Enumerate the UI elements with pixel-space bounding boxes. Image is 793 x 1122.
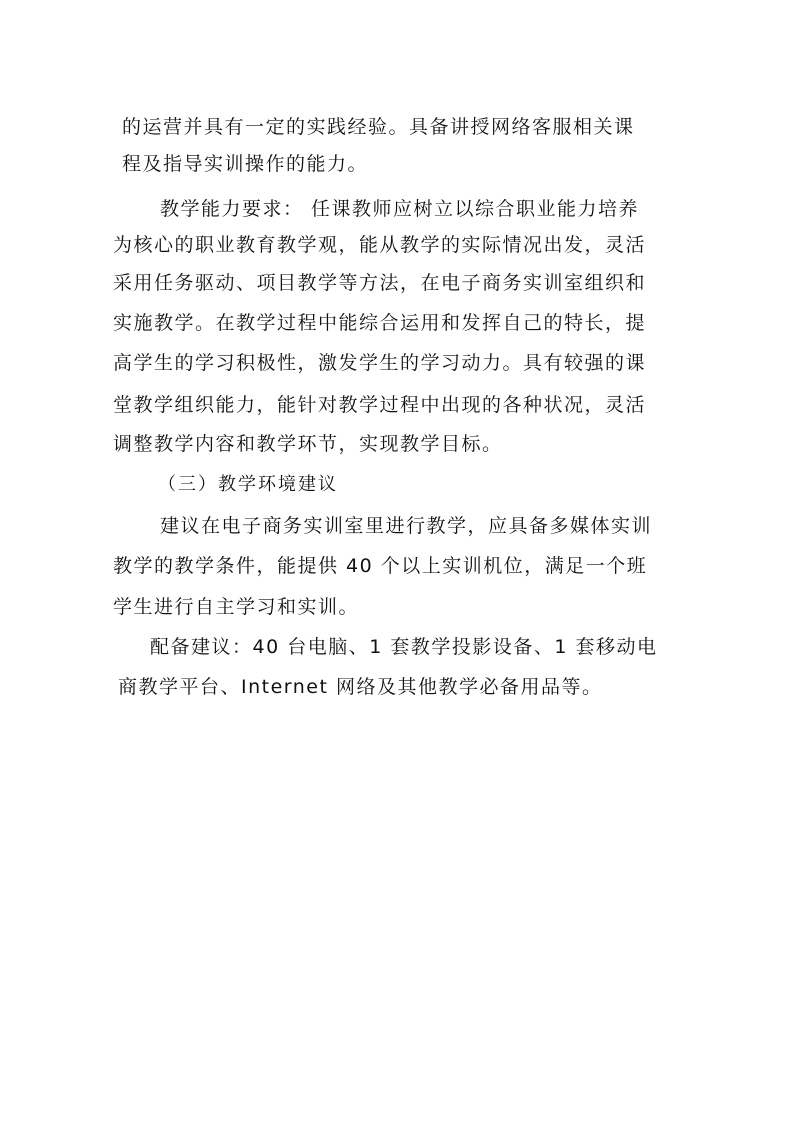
- text-line-3: 教学能力要求： 任课教师应树立以综合职业能力培养: [160, 198, 640, 220]
- text-line-14: 商教学平台、Internet 网络及其他教学必备用品等。: [118, 676, 603, 698]
- text-line-10: 建议在电子商务实训室里进行教学，应具备多媒体实训: [160, 515, 653, 537]
- text-line-1: 的运营并具有一定的实践经验。具备讲授网络客服相关课: [122, 116, 635, 138]
- text-line-4: 为核心的职业教育教学观，能从教学的实际情况出发，灵活: [113, 234, 647, 256]
- text-line-7: 高学生的学习积极性，激发学生的学习动力。具有较强的课: [113, 352, 647, 374]
- text-line-11: 教学的教学条件，能提供 40 个以上实训机位，满足一个班: [113, 555, 648, 577]
- text-line-9: 调整教学内容和教学环节，实现教学目标。: [113, 433, 503, 455]
- text-line-13: 配备建议：40 台电脑、1 套教学投影设备、1 套移动电: [150, 636, 658, 658]
- text-line-2: 程及指导实训操作的能力。: [122, 153, 369, 175]
- text-line-12: 学生进行自主学习和实训。: [113, 596, 360, 618]
- section-heading: （三）教学环境建议: [158, 474, 338, 495]
- text-line-5: 采用任务驱动、项目教学等方法，在电子商务实训室组织和: [113, 272, 647, 294]
- text-line-8: 堂教学组织能力，能针对教学过程中出现的各种状况，灵活: [113, 394, 647, 416]
- text-line-6: 实施教学。在教学过程中能综合运用和发挥自己的特长，提: [113, 312, 647, 334]
